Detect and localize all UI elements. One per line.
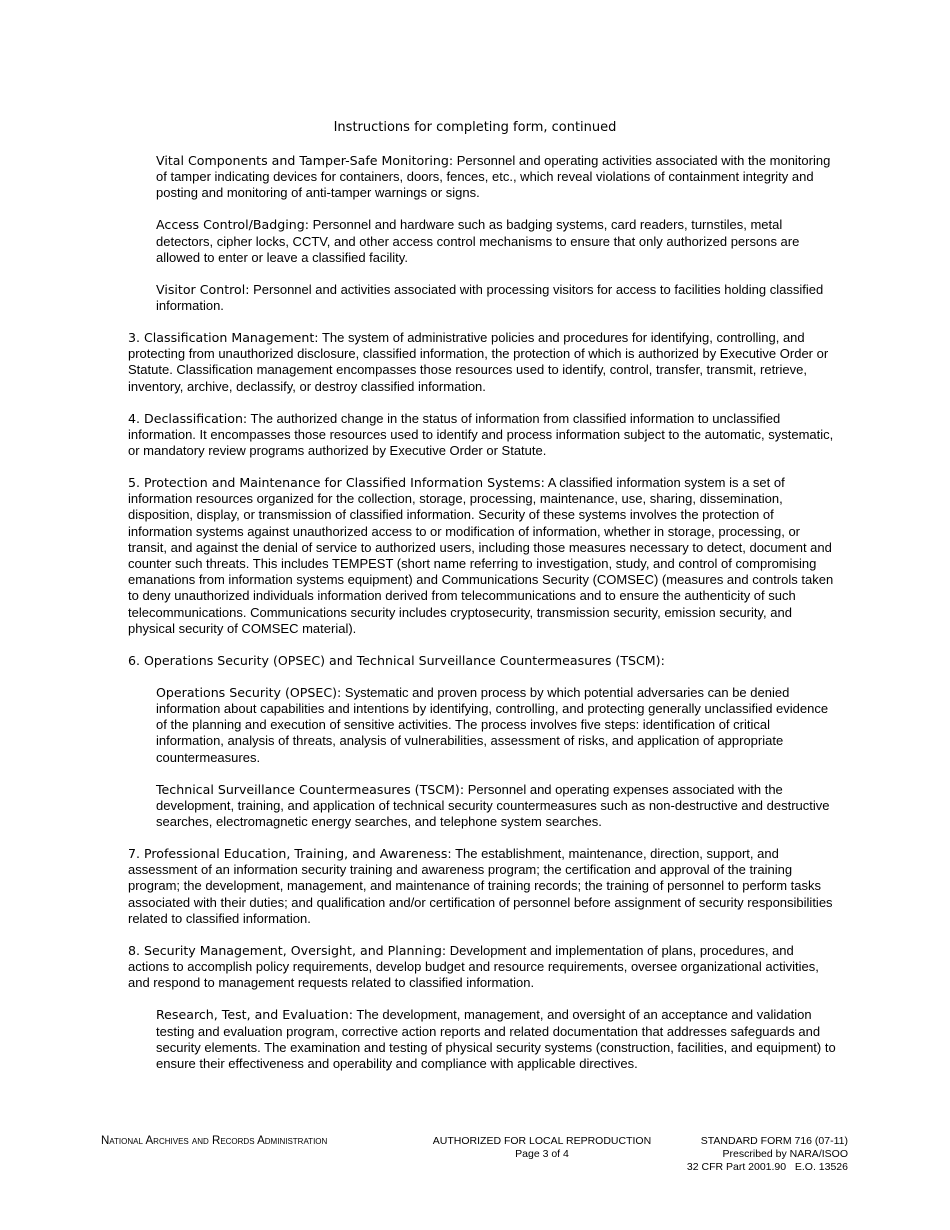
paragraph-text: Systematic and proven process by which potential adversaries can be denied information about capabilities and intentions by identifying, controlling, and protecting generally unclassified evidence of the planning and execution of sensitive activities. The process involves five steps: identification of critical information, analysis of threats, analysis of vulnerabilities, assessment of risks, and application of appropriate countermeasures. (156, 684, 829, 765)
footer-prescribed-by: Prescribed by NARA/ISOO (722, 1148, 848, 1160)
paragraph (128, 411, 838, 460)
footer-form-number: STANDARD FORM 716 (07-11) (700, 1135, 848, 1147)
instructions-body (128, 153, 838, 1088)
footer-agency: National Archives and Records Administration (101, 1135, 328, 1147)
paragraph-text: Personnel and operating activities associated with the monitoring of tamper indicating devices for containers, doors, fences, etc., which reveal violations of containment integrity and posting and monitoring of anti-tamper warnings or signs. (156, 153, 831, 201)
paragraph-text: Development and implementation of plans, procedures, and actions to accomplish policy requirements, develop budget and resource requirements, oversee organizational activities, and respond to management requests related to classified information. (128, 942, 819, 991)
paragraph-text: A classified information system is a set of information resources organized for the collection, storage, processing, maintenance, use, sharing, dissemination, disposition, display, or transmission of classified information. Security of these systems involves the protection of information systems against unauthorized access to or modification of information, whether in storage, processing, or transit, and against the denial of service to authorized users, including those measures necessary to detect, document and counter such threats. This includes TEMPEST (short name referring to investigation, study, and control of compromising emanations from information systems equipment) and Communications Security (COMSEC) (measures and controls taken to deny unauthorized individuals information derived from telecommunications and to ensure the authenticity of such telecommunications. Communications security includes cryptosecurity, transmission security, emission security, and physical security of COMSEC material). (128, 475, 834, 636)
paragraph-text: Personnel and operating expenses associated with the development, training, and application of technical security countermeasures such as non-destructive and destructive searches, electromagnetic energy searches, and telephone system searches. (156, 781, 830, 830)
paragraph-term: 4. Declassification: (128, 410, 248, 426)
paragraph (128, 846, 838, 927)
paragraph-text: The system of administrative policies and procedures for identifying, controlling, and protecting from unauthorized disclosure, classified information, the protection of which is authorized by Executive Order or Statute. Classification management encompasses those resources used to identify, control, transfer, transmit, retrieve, inventory, archive, declassify, or destroy classified information. (128, 330, 829, 394)
paragraph-term: Visitor Control: (156, 281, 250, 297)
paragraph-term: Access Control/Badging: (156, 217, 309, 233)
page-title: Instructions for completing form, continued (333, 120, 617, 135)
paragraph-term: 6. Operations Security (OPSEC) and Technical Surveillance Countermeasures (TSCM): (128, 652, 665, 668)
paragraph (156, 153, 838, 202)
paragraph (128, 653, 838, 669)
paragraph-term: Vital Components and Tamper-Safe Monitoring: (156, 153, 454, 168)
paragraph (156, 282, 838, 314)
paragraph (128, 330, 838, 395)
paragraph-text: Personnel and hardware such as badging systems, card readers, turnstiles, metal detectors, cipher locks, CCTV, and other access control mechanisms to ensure that only authorized persons are allowed to enter or leave a classified facility. (156, 217, 800, 265)
paragraph-term: Research, Test, and Evaluation: (156, 1007, 353, 1023)
paragraph-text: The development, management, and oversight of an acceptance and validation testing and evaluation program, corrective action reports and related documentation that addresses safeguards and security elements. The examination and testing of physical security systems (construction, facilities, and equipment) to ensure their effectiveness and operability and compliance with applicable directives. (156, 1007, 836, 1071)
paragraph (156, 782, 838, 831)
paragraph-term: Technical Surveillance Countermeasures (TSCM): (156, 781, 465, 797)
paragraph (128, 943, 838, 992)
footer-cfr-reference: 32 CFR Part 2001.90 E.O. 13526 (686, 1161, 848, 1173)
footer-reproduction (400, 1135, 684, 1161)
paragraph-term: Operations Security (OPSEC): (156, 684, 342, 700)
paragraph-text: The authorized change in the status of information from classified information to unclassified information. It encompasses those resources used to identify and process information subject to the automatic, systematic, or mandatory review programs authorized by Executive Order or Statute. (128, 410, 834, 459)
footer-form-info (687, 1135, 848, 1174)
paragraph (156, 1007, 838, 1072)
paragraph (156, 217, 838, 266)
paragraph-term: 5. Protection and Maintenance for Classified Information Systems: (128, 475, 545, 491)
paragraph (156, 685, 838, 766)
paragraph (128, 475, 838, 637)
paragraph-text: The establishment, maintenance, direction, support, and assessment of an information security training and awareness program; the certification and approval of the training program; the development, management, and maintenance of training records; the training of personnel to perform tasks associated with their duties; and qualification and/or certification of personnel before assignment of security responsibilities related to classified information. (128, 846, 833, 926)
paragraph-text: Personnel and activities associated with processing visitors for access to facilities holding classified information. (156, 281, 824, 314)
footer-page-number: Page 3 of 4 (515, 1148, 569, 1160)
paragraph-term: 3. Classification Management: (128, 330, 319, 346)
footer-reproduction-note: AUTHORIZED FOR LOCAL REPRODUCTION (432, 1135, 652, 1147)
paragraph-term: 7. Professional Education, Training, and Awareness: (128, 846, 452, 862)
paragraph-term: 8. Security Management, Oversight, and Planning: (128, 942, 447, 958)
